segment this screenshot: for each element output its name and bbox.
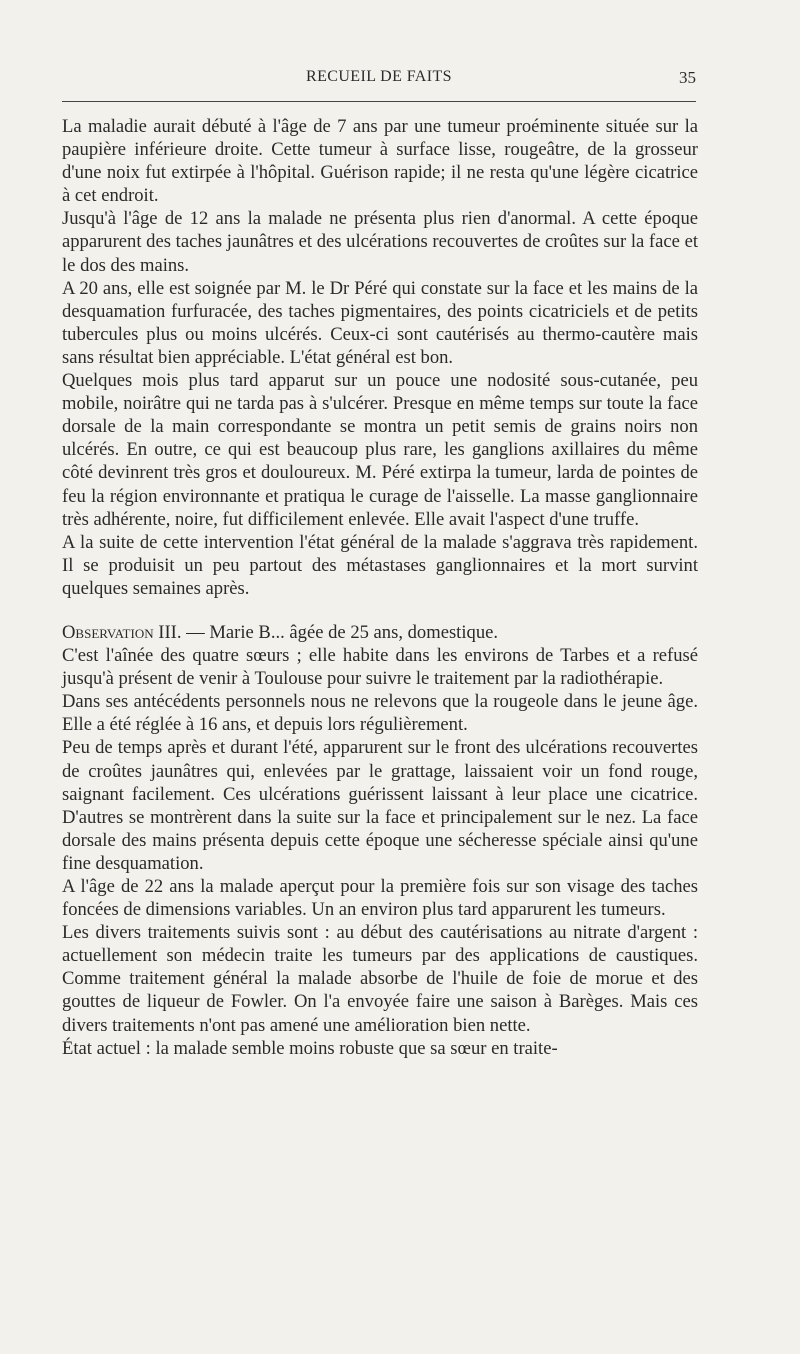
- paragraph: C'est l'aînée des quatre sœurs ; elle habite dans les environs de Tarbes et a refusé jusqu'à présent de venir à Toulouse pour suivre le traitement par la radiothérapie.: [62, 645, 698, 690]
- running-title: RECUEIL DE FAITS: [306, 68, 452, 85]
- running-head: [62, 68, 696, 94]
- observation-label: Observation: [62, 621, 154, 643]
- paragraph: A 20 ans, elle est soignée par M. le Dr Péré qui constate sur la face et les mains de la desquamation furfuracée, des taches pigmentaires, des points cicatriciels et de petits tubercules plus ou moins ulcérés. Ceux-ci sont cautérisés au thermo-cautère mais sans résultat bien appréciable. L'état général est bon.: [62, 277, 698, 368]
- paragraph: La maladie aurait débuté à l'âge de 7 ans par une tumeur proéminente située sur la paupière inférieure droite. Cette tumeur à surface lisse, rougeâtre, de la grosseur d'une noix fut extirpée à l'hôpital. Guérison rapide; il ne resta qu'une légère cicatrice à cet endroit.: [62, 116, 698, 207]
- paragraph: Jusqu'à l'âge de 12 ans la malade ne présenta plus rien d'anormal. A cette époque apparurent des taches jaunâtres et des ulcérations recouvertes de croûtes sur la face et le dos des mains.: [62, 208, 698, 276]
- observation-details: III. — Marie B... âgée de 25 ans, domestique.: [153, 621, 499, 643]
- page-number: 35: [679, 68, 696, 87]
- paragraph: Les divers traitements suivis sont : au début des cautérisations au nitrate d'argent : actuellement son médecin traite les tumeurs par des applications de caustiques. Comme traitement général la malade absorbe de l'huile de foie de morue et des gouttes de liqueur de Fowler. On l'a envoyée faire une saison à Barèges. Mais ces divers traitements n'ont pas amené une amélioration bien nette.: [62, 922, 698, 1036]
- observation-heading: [62, 621, 698, 644]
- paragraph: A l'âge de 22 ans la malade aperçut pour la première fois sur son visage des taches foncées de dimensions variables. Un an environ plus tard apparurent les tumeurs.: [62, 876, 698, 921]
- paragraph: Quelques mois plus tard apparut sur un pouce une nodosité sous-cutanée, peu mobile, noirâtre qui ne tarda pas à s'ulcérer. Presque en même temps sur toute la face dorsale de la main correspondante se montra un petit semis de grains noirs non ulcérés. En outre, ce qui est beaucoup plus rare, les ganglions axillaires du même côté devinrent très gros et douloureux. M. Péré extirpa la tumeur, larda de pointes de feu la région environnante et pratiqua le curage de l'aisselle. La masse ganglionnaire très adhérente, noire, fut difficilement enlevée. Elle avait l'aspect d'une truffe.: [62, 370, 698, 530]
- header-rule: [62, 101, 696, 102]
- paragraph: Peu de temps après et durant l'été, apparurent sur le front des ulcérations recouvertes de croûtes jaunâtres qui, enlevées par le grattage, laissaient voir un fond rouge, saignant facilement. Ces ulcérations guérissent laissant à leur place une cicatrice. D'autres se montrèrent dans la suite sur la face et principalement sur le nez. La face dorsale des mains présenta depuis cette époque une sécheresse spéciale ainsi qu'une fine desquamation.: [62, 737, 698, 874]
- paragraph: État actuel : la malade semble moins robuste que sa sœur en traite-: [62, 1037, 558, 1059]
- body-text: [62, 115, 698, 1060]
- paragraph: A la suite de cette intervention l'état général de la malade s'aggrava très rapidement. Il se produisit un peu partout des métastases ganglionnaires et la mort survint quelques semaines après.: [62, 531, 698, 599]
- paragraph: Dans ses antécédents personnels nous ne relevons que la rougeole dans le jeune âge. Elle a été réglée à 16 ans, et depuis lors régulièrement.: [62, 691, 698, 736]
- section-gap: [62, 600, 698, 621]
